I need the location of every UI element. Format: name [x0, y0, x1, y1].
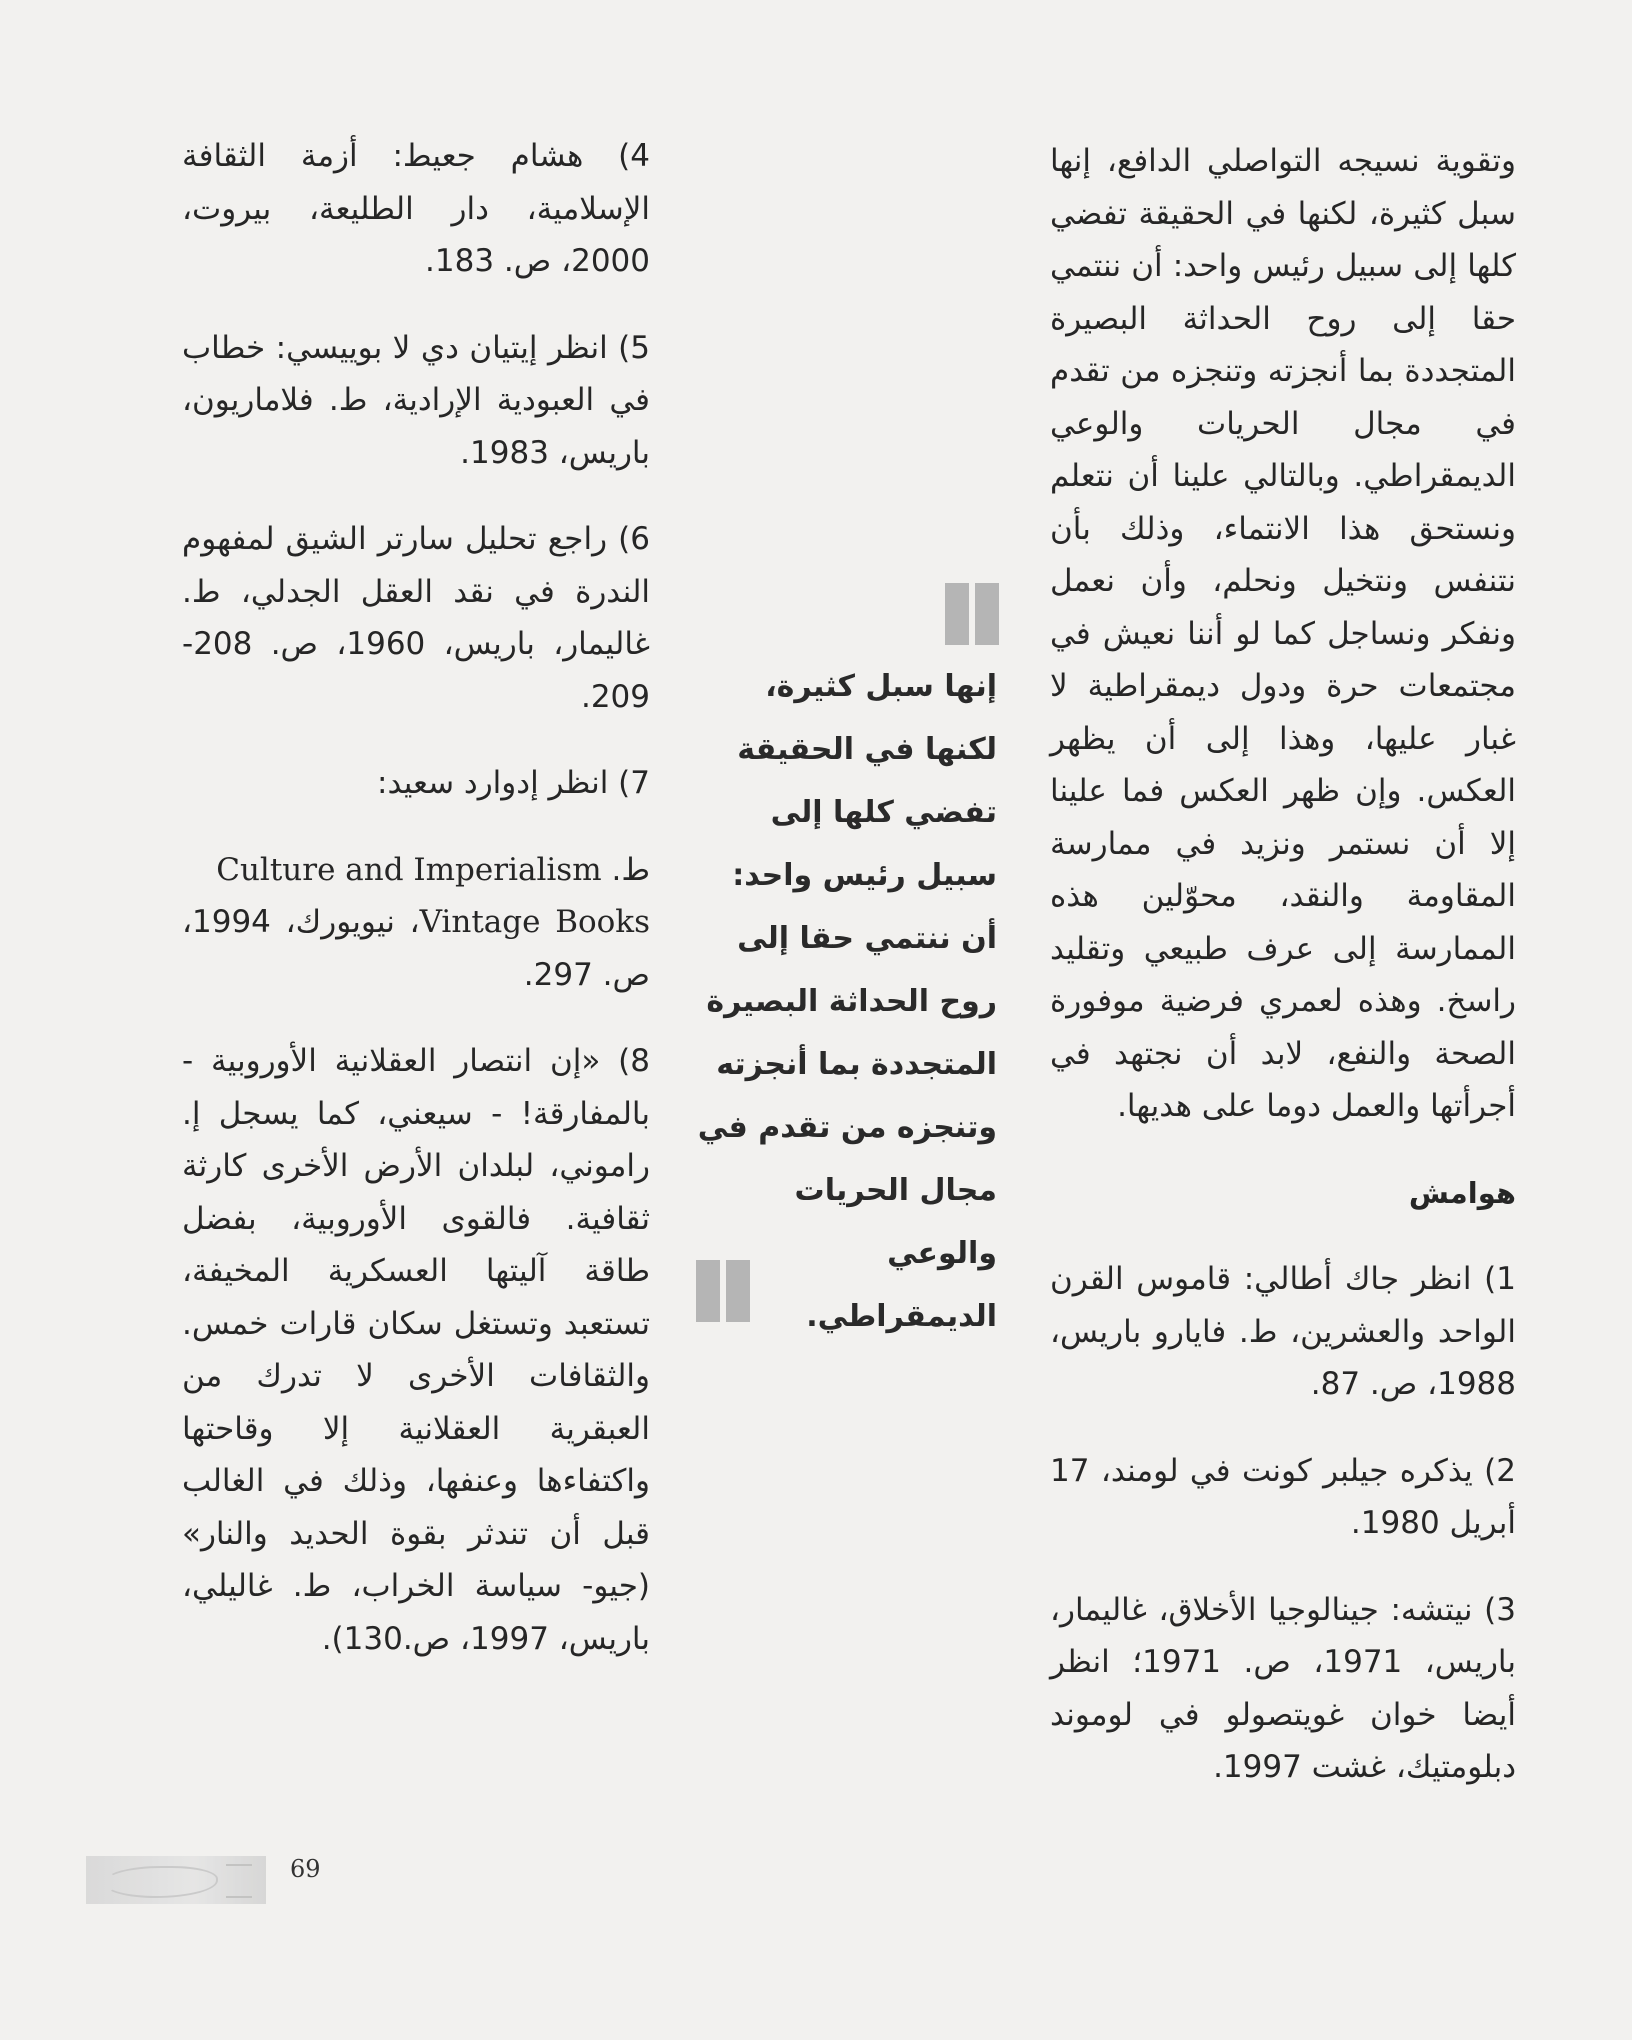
quote-bar: [975, 583, 999, 645]
footnote-3: 3) نيتشه: جينالوجيا الأخلاق، غاليمار، باريس، 1971، ص. 1971؛ انظر أيضا خوان غويتصولو في لوموند دبلومتيك، غشت 1997.: [1050, 1591, 1516, 1785]
footnote-4: 4) هشام جعيط: أزمة الثقافة الإسلامية، دار الطليعة، بيروت، 2000، ص. 183.: [182, 138, 650, 279]
quote-bar: [696, 1260, 720, 1322]
quote-bar: [945, 583, 969, 645]
pull-quote: إنها سبل كثيرة، لكنها في الحقيقة تفضي كلها إلى سبيل رئيس واحد: أن ننتمي حقا إلى روح الحداثة البصيرة المتجددة بما أنجزته وتنجزه من تقدم في مجال الحريات والوعي الديمقراطي.: [697, 669, 997, 1334]
left-column: [182, 130, 650, 1699]
citation-publisher: Vintage Books: [419, 904, 650, 940]
footnote-5: 5) انظر إيتيان دي لا بوييسي: خطاب في العبودية الإرادية، ط. فلاماريون، باريس، 1983.: [182, 329, 650, 471]
page-number: 69: [290, 1855, 321, 1883]
body-paragraph: وتقوية نسيجه التواصلي الدافع، إنها سبل كثيرة، لكنها في الحقيقة تفضي كلها إلى سبيل رئيس واحد: أن ننتمي حقا إلى روح الحداثة البصيرة المتجددة بما أنجزته وتنجزه من تقدم في مجال الحريات والوعي الديمقراطي. وبالتالي علينا أن نتعلم ونستحق هذا الانتماء، وذلك بأن نتنفس ونتخيل ونحلم، وأن نعمل ونفكر ونساجل كما لو أننا نعيش في مجتمعات حرة ودول ديمقراطية لا غبار عليها، وهذا إلى أن يظهر العكس. وإن ظهر العكس فما علينا إلا أن نستمر ونزيد في ممارسة المقاومة والنقد، محوّلين هذه الممارسة إلى عرف طبيعي وتقليد راسخ. وهذه لعمري فرضية موفورة الصحة والنفع، لابد أن نجتهد في أجرأتها والعمل دوما على هديها.: [1050, 143, 1516, 1124]
citation-title: Culture and Imperialism: [216, 851, 602, 888]
footnote-7: 7) انظر إدوارد سعيد:: [377, 765, 650, 801]
citation-prefix: ط.: [611, 851, 650, 888]
footnote-8: 8) «إن انتصار العقلانية الأوروبية - بالمفارقة! - سيعني، كما يسجل إ. راموني، لبلدان الأرض الأخرى كارثة ثقافية. فالقوى الأوروبية، بفضل طاقة آليتها العسكرية المخيفة، تستعبد وتستغل سكان قارات خمس. والثقافات الأخرى لا تدرك من العبقرية العقلانية إلا وقاحتها واكتفاءها وعنفها، وذلك في الغالب قبل أن تندثر بقوة الحديد والنار» (جيو- سياسة الخراب، ط. غاليلي، باريس، 1997، ص.130).: [182, 1043, 650, 1657]
right-column: [1050, 135, 1516, 1828]
logo-swirl: [104, 1866, 218, 1898]
quote-open-mark: [945, 583, 999, 645]
footnote-1: 1) انظر جاك أطالي: قاموس القرن الواحد والعشرين، ط. فايارو باريس، 1988، ص. 87.: [1050, 1261, 1516, 1402]
citation-rest: ، نيويورك، 1994، ص. 297.: [182, 904, 650, 993]
quote-close-mark: [696, 1260, 750, 1322]
footnote-6: 6) راجع تحليل سارتر الشيق لمفهوم الندرة في نقد العقل الجدلي، ط. غاليمار، باريس، 1960، ص. 208-209.: [182, 521, 650, 715]
footer-logo: [86, 1856, 266, 1904]
notes-heading: هوامش: [1408, 1175, 1516, 1210]
footnote-2: 2) يذكره جيلبر كونت في لومند، 17 أبريل 1980.: [1050, 1452, 1516, 1541]
quote-bar: [726, 1260, 750, 1322]
footnote-7-citation: [182, 844, 650, 1002]
logo-mark: [226, 1864, 252, 1898]
